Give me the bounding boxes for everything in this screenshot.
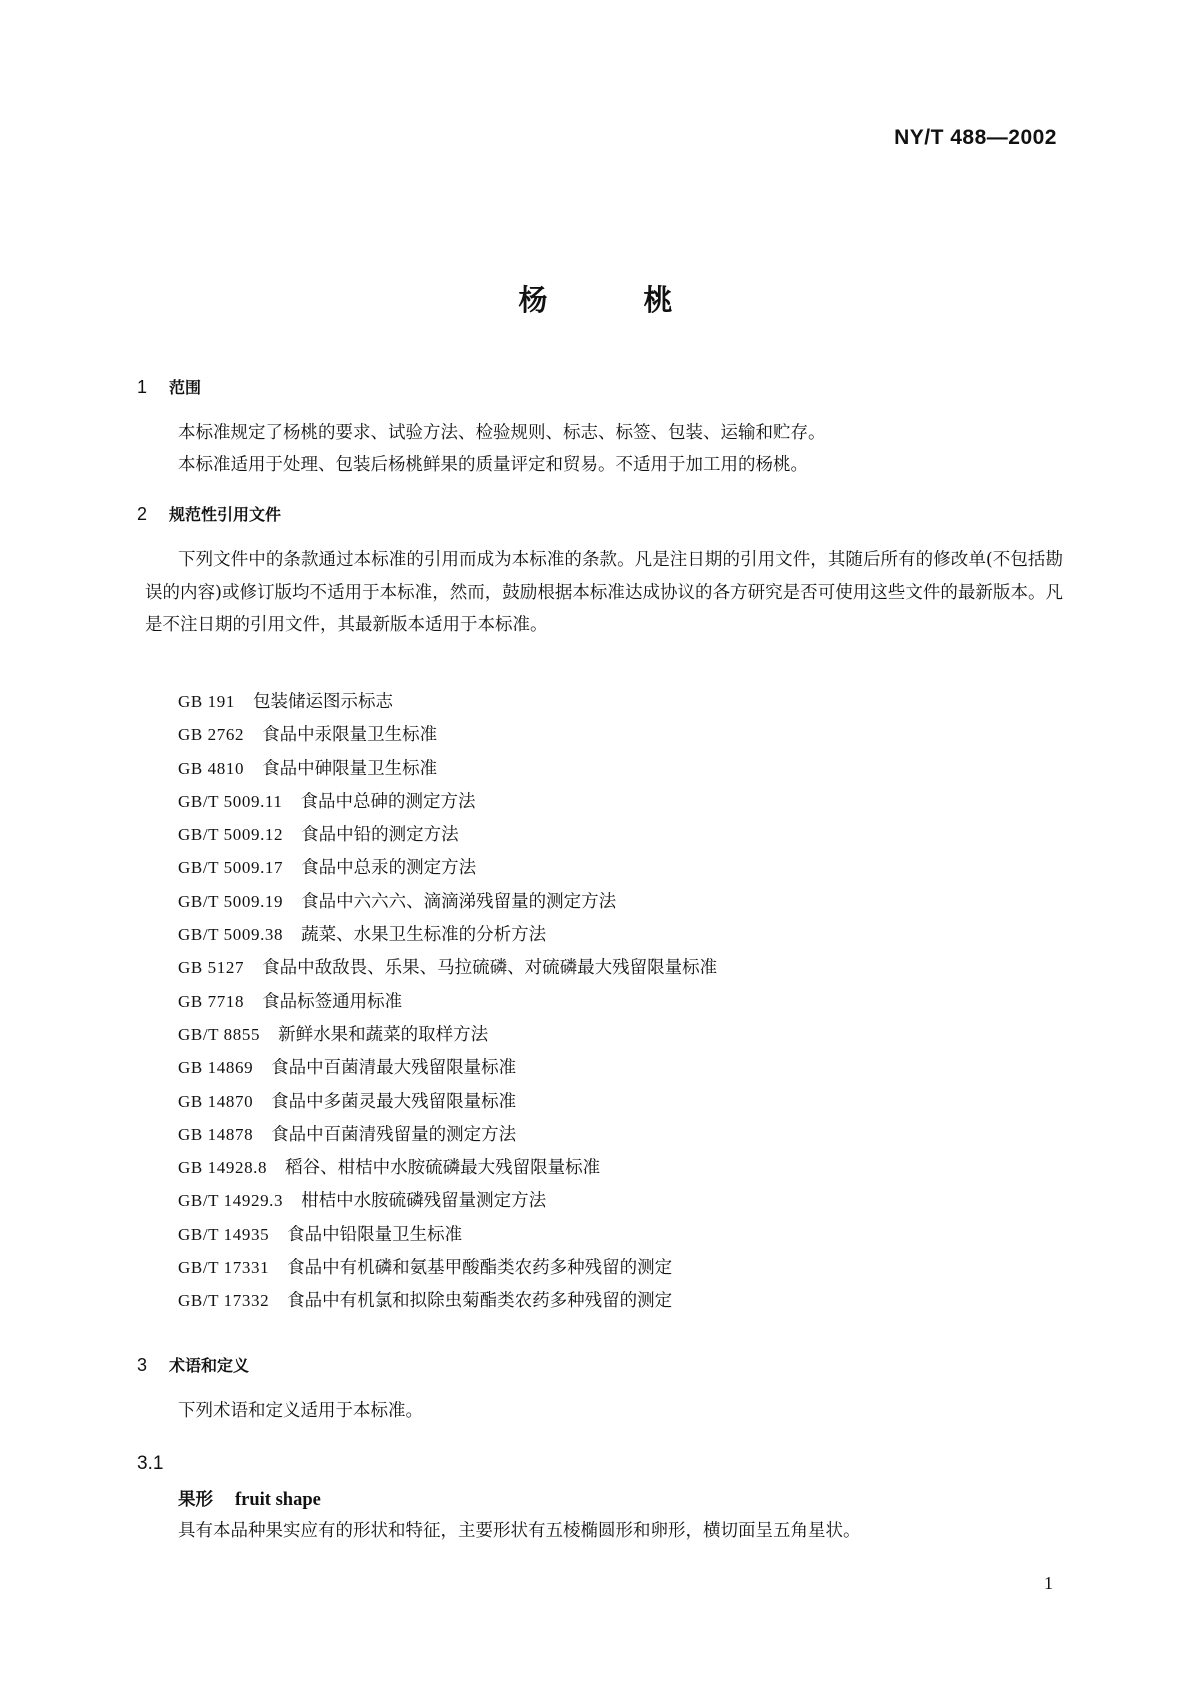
reference-code: GB 5127 [178,958,245,978]
reference-item [178,752,717,785]
reference-item [178,1018,717,1051]
reference-item [178,1118,717,1151]
section-3-heading [137,1353,249,1376]
reference-code: GB 14869 [178,1058,254,1078]
reference-code: GB/T 17331 [178,1258,270,1278]
reference-code: GB 14878 [178,1124,254,1144]
reference-item [178,718,717,751]
reference-title: 食品标签通用标准 [262,991,403,1012]
reference-title: 食品中总汞的测定方法 [301,858,477,879]
reference-list [178,685,717,1318]
references-intro: 下列文件中的条款通过本标准的引用而成为本标准的条款。凡是注日期的引用文件，其随后所有的修改单(不包括勘误的内容)或修订版均不适用于本标准，然而，鼓励根据本标准达成协议的各方研究是否可使用这些文件的最新版本。凡是不注日期的引用文件，其最新版本适用于本标准。 [145,550,1063,635]
reference-item [178,785,717,818]
reference-item [178,1051,717,1084]
reference-item [178,1284,717,1317]
reference-title: 食品中百菌清残留量的测定方法 [271,1124,517,1145]
reference-code: GB/T 5009.38 [178,925,284,945]
reference-title: 食品中多菌灵最大残留限量标准 [271,1091,517,1112]
section-1-heading [137,375,201,398]
reference-code: GB/T 5009.17 [178,858,284,878]
reference-title: 蔬菜、水果卫生标准的分析方法 [301,925,547,946]
reference-code: GB 191 [178,692,235,711]
reference-item [178,885,717,918]
reference-item [178,1085,717,1118]
reference-item [178,951,717,984]
reference-item [178,818,717,851]
title-char-1: 杨 [518,283,548,317]
reference-item [178,918,717,951]
reference-title: 食品中铅的测定方法 [301,825,459,846]
section-2-heading [137,502,281,525]
reference-code: GB/T 5009.19 [178,891,284,911]
reference-title: 柑桔中水胺硫磷残留量测定方法 [301,1191,547,1212]
reference-title: 稻谷、柑桔中水胺硫磷最大残留限量标准 [285,1158,601,1179]
section-number: 2 [137,504,148,524]
reference-code: GB/T 5009.11 [178,791,283,811]
reference-title: 食品中铅限量卫生标准 [287,1224,463,1245]
section-title: 范围 [169,378,202,397]
reference-title: 食品中有机磷和氨基甲酸酯类农药多种残留的测定 [287,1258,673,1279]
reference-title: 食品中砷限量卫生标准 [262,758,438,779]
reference-code: GB/T 14935 [178,1224,270,1244]
reference-title: 食品中百菌清最大残留限量标准 [271,1058,517,1079]
clause-number: 3.1 [137,1453,164,1474]
reference-title: 食品中汞限量卫生标准 [262,725,438,746]
title-char-2: 桃 [643,283,673,317]
term-heading [178,1486,321,1511]
document-title [0,278,1191,319]
reference-code: GB/T 17332 [178,1291,270,1311]
reference-code: GB 2762 [178,725,245,745]
reference-item [178,685,717,718]
reference-item [178,1184,717,1217]
term-definition: 具有本品种果实应有的形状和特征，主要形状有五棱椭圆形和卵形，横切面呈五角星状。 [178,1521,861,1541]
reference-code: GB 14928.8 [178,1158,268,1178]
reference-item [178,1218,717,1251]
reference-item [178,1251,717,1284]
reference-item [178,1151,717,1184]
reference-title: 食品中敌敌畏、乐果、马拉硫磷、对硫磷最大残留限量标准 [262,958,718,979]
reference-code: GB/T 14929.3 [178,1191,284,1211]
reference-code: GB/T 8855 [178,1024,261,1044]
section-title: 术语和定义 [169,1356,250,1375]
page-number: 1 [1044,1573,1053,1593]
reference-title: 食品中六六六、滴滴涕残留量的测定方法 [301,891,617,912]
reference-title: 新鲜水果和蔬菜的取样方法 [278,1024,489,1045]
reference-code: GB 14870 [178,1091,254,1111]
terms-intro: 下列术语和定义适用于本标准。 [178,1401,423,1421]
reference-title: 食品中有机氯和拟除虫菊酯类农药多种残留的测定 [287,1291,673,1312]
reference-code: GB 7718 [178,991,245,1011]
section-title: 规范性引用文件 [169,505,282,524]
scope-paragraph-2: 本标准适用于处理、包装后杨桃鲜果的质量评定和贸易。不适用于加工用的杨桃。 [178,455,808,475]
reference-item [178,851,717,884]
scope-paragraph-1: 本标准规定了杨桃的要求、试验方法、检验规则、标志、标签、包装、运输和贮存。 [178,423,826,443]
section-number: 3 [137,1355,148,1375]
reference-code: GB 4810 [178,758,245,778]
term-chinese: 果形 [178,1490,213,1510]
standard-code: NY/T 488—2002 [894,126,1057,149]
section-number: 1 [137,377,148,397]
term-english: fruit shape [235,1490,321,1510]
reference-title: 食品中总砷的测定方法 [300,791,476,812]
reference-item [178,985,717,1018]
reference-code: GB/T 5009.12 [178,825,284,845]
reference-title: 包装储运图示标志 [252,692,393,712]
